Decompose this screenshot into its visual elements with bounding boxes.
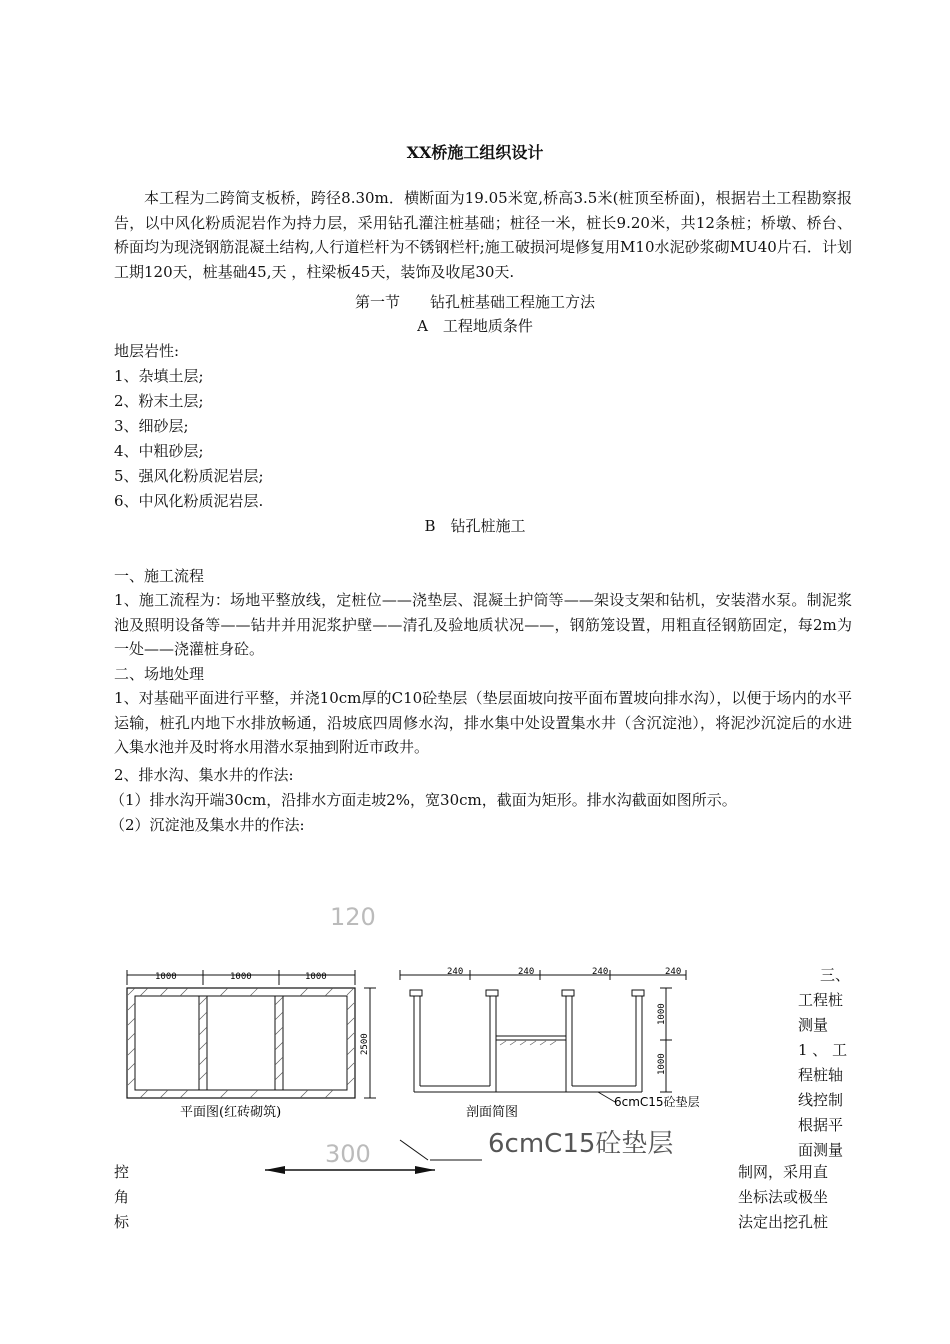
side-text-line: 面测量 xyxy=(798,1141,844,1159)
bottom-right-line: 坐标法或极坐 xyxy=(738,1188,829,1206)
side-text-line: 三、 xyxy=(820,966,851,984)
section-view xyxy=(400,967,686,1102)
strata-item: 1、杂填土层; xyxy=(114,367,204,385)
ghost-cushion-label: 6cmC15砼垫层 xyxy=(488,1129,674,1159)
strata-item: 2、粉末土层; xyxy=(114,392,204,410)
strata-item: 4、中粗砂层; xyxy=(114,442,204,460)
section-heading: 第一节 钻孔桩基础工程施工方法 xyxy=(354,293,595,311)
bottom-left-char: 控 xyxy=(114,1163,130,1181)
document-title: XX桥施工组织设计 xyxy=(406,143,544,162)
process-paragraph: 1、施工流程为：场地平整放线，定桩位——浇垫层、混凝土护筒等——架设支架和钻机，安装潜水泵。制泥浆池及照明设备等——钻井并用泥浆护壁——清孔及验地质状况——，钢筋笼设置，用粗直径钢筋固定，每2m为一处——浇灌桩身砼。 xyxy=(114,591,852,658)
section-caption: 剖面简图 xyxy=(466,1105,519,1120)
subsection-a-heading: A 工程地质条件 xyxy=(417,317,533,335)
side-text-line: 线控制 xyxy=(798,1091,844,1109)
site-paragraph: 1、对基础平面进行平整，并浇10cm厚的C10砼垫层（垫层面坡向按平面布置坡向排水沟），以便于场内的水平运输，桩孔内地下水排放畅通，沿坡底四周修水沟，排水集中处设置集水井（含沉淀池），将泥沙沉淀后的水进入集水池并及时将水用潜水泵抽到附近市政井。 xyxy=(114,689,852,756)
intro-paragraph: 本工程为二跨简支板桥，跨径8.30m．横断面为19.05米宽,桥高3.5米(桩顶至桥面)，根据岩土工程勘察报告，以中风化粉质泥岩作为持力层，采用钻孔灌注桩基础；桩径一米，桩长9.20米，共12条桩；桥墩、桥台、桥面均为现浇钢筋混凝土结构,人行道栏杆为不锈钢栏杆;施工破损河堤修复用M10水泥砂浆砌MU40片石．计划工期120天，桩基础45,天 ，柱梁板45天，装饰及收尾30天. xyxy=(114,189,852,281)
section-dim-label: 240 xyxy=(592,967,609,977)
strata-heading: 地层岩性: xyxy=(114,342,180,360)
heading-site: 二、场地处理 xyxy=(114,665,205,683)
arrow-left-icon xyxy=(265,1166,285,1174)
drain-heading: 2、排水沟、集水井的作法: xyxy=(114,766,294,784)
cushion-leader-line xyxy=(598,1092,615,1102)
ghost-leader-line xyxy=(400,1140,428,1160)
drain-item-1: （1）排水沟开端30cm，沿排水方面走坡2%，宽30cm，截面为矩形。排水沟截面如图所示。 xyxy=(110,791,737,809)
plan-caption: 平面图(红砖砌筑) xyxy=(180,1105,282,1120)
section-height-label: 1000 xyxy=(657,1053,667,1075)
side-text-line: 工程桩 xyxy=(798,991,844,1009)
drain-item-2: （2）沉淀池及集水井的作法: xyxy=(110,816,305,834)
side-text-line: 测量 xyxy=(798,1016,829,1034)
plan-view xyxy=(127,970,376,1098)
side-text-line: 根据平 xyxy=(798,1116,844,1134)
section-dim-label: 240 xyxy=(665,967,682,977)
plan-dim-label: 1000 xyxy=(230,972,252,982)
arrow-right-icon xyxy=(415,1166,435,1174)
section-dim-label: 240 xyxy=(518,967,535,977)
ghost-dimension: 120 xyxy=(330,903,376,931)
bottom-right-line: 制网，采用直 xyxy=(738,1163,829,1181)
section-dim-label: 240 xyxy=(447,967,464,977)
section-height-label: 1000 xyxy=(657,1003,667,1025)
strata-item: 3、细砂层; xyxy=(114,417,189,435)
plan-dim-label: 1000 xyxy=(155,972,177,982)
strata-item: 6、中风化粉质泥岩层. xyxy=(114,492,264,510)
plan-height-label: 2500 xyxy=(360,1033,370,1055)
plan-dim-label: 1000 xyxy=(305,972,327,982)
ghost-dimension: 300 xyxy=(325,1140,371,1168)
cushion-label: 6cmC15砼垫层 xyxy=(614,1095,700,1109)
strata-item: 5、强风化粉质泥岩层; xyxy=(114,467,264,485)
subsection-b-heading: B 钻孔桩施工 xyxy=(424,517,526,535)
side-text-line: 程桩轴 xyxy=(798,1066,844,1084)
bottom-left-char: 角 xyxy=(114,1188,130,1206)
side-text-line: 1 、 工 xyxy=(798,1041,848,1059)
bottom-left-char: 标 xyxy=(114,1213,130,1231)
heading-process: 一、施工流程 xyxy=(114,567,205,585)
bottom-right-line: 法定出挖孔桩 xyxy=(738,1213,829,1231)
